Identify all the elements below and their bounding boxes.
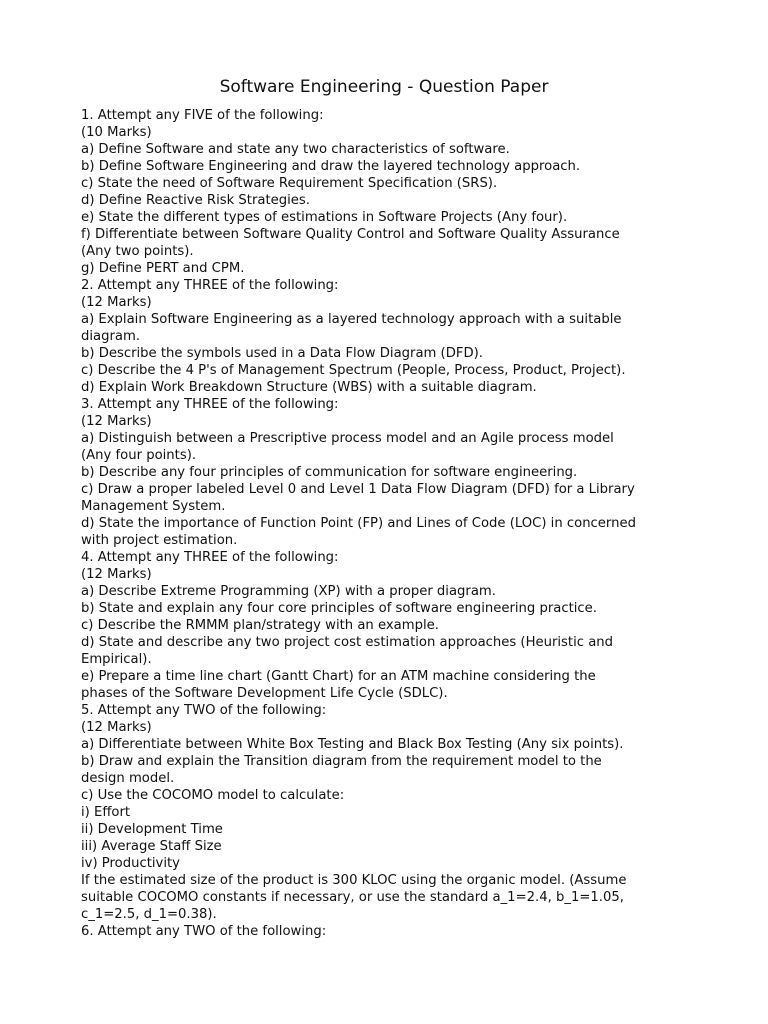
text-line: (12 Marks) xyxy=(81,567,152,582)
text-line: b) Define Software Engineering and draw the layered technology approach. xyxy=(81,159,581,174)
text-line: c) State the need of Software Requirement Specification (SRS). xyxy=(81,176,498,191)
text-line: e) Prepare a time line chart (Gantt Chart) for an ATM machine considering the xyxy=(81,669,596,684)
text-line: (12 Marks) xyxy=(81,720,152,735)
text-line: suitable COCOMO constants if necessary, or use the standard a_1=2.4, b_1=1.05, xyxy=(81,890,624,905)
text-line: c) Use the COCOMO model to calculate: xyxy=(81,788,345,803)
text-line: c_1=2.5, d_1=0.38). xyxy=(81,907,217,922)
text-line: g) Define PERT and CPM. xyxy=(81,261,245,276)
question-list xyxy=(81,107,691,940)
text-line: Management System. xyxy=(81,499,226,514)
text-line: b) Draw and explain the Transition diagram from the requirement model to the xyxy=(81,754,602,769)
text-line: e) State the different types of estimations in Software Projects (Any four). xyxy=(81,210,568,225)
text-line: a) Differentiate between White Box Testing and Black Box Testing (Any six points). xyxy=(81,737,624,752)
text-line: Empirical). xyxy=(81,652,152,667)
text-line: iv) Productivity xyxy=(81,856,180,871)
text-line: (12 Marks) xyxy=(81,414,152,429)
text-line: f) Differentiate between Software Quality Control and Software Quality Assurance xyxy=(81,227,620,242)
text-line: 5. Attempt any TWO of the following: xyxy=(81,703,327,718)
text-line: ii) Development Time xyxy=(81,822,223,837)
text-line: 6. Attempt any TWO of the following: xyxy=(81,924,327,939)
text-line: d) Explain Work Breakdown Structure (WBS) with a suitable diagram. xyxy=(81,380,537,395)
text-line: c) Describe the RMMM plan/strategy with an example. xyxy=(81,618,439,633)
text-line: with project estimation. xyxy=(81,533,238,548)
text-line: a) Describe Extreme Programming (XP) with a proper diagram. xyxy=(81,584,496,599)
text-line: 2. Attempt any THREE of the following: xyxy=(81,278,339,293)
text-line: 3. Attempt any THREE of the following: xyxy=(81,397,339,412)
text-line: (Any two points). xyxy=(81,244,194,259)
text-line: 4. Attempt any THREE of the following: xyxy=(81,550,339,565)
text-line: phases of the Software Development Life Cycle (SDLC). xyxy=(81,686,448,701)
text-line: If the estimated size of the product is 300 KLOC using the organic model. (Assume xyxy=(81,873,627,888)
text-line: b) Describe any four principles of communication for software engineering. xyxy=(81,465,578,480)
text-line: d) State and describe any two project cost estimation approaches (Heuristic and xyxy=(81,635,614,650)
document-title: Software Engineering - Question Paper xyxy=(219,77,549,97)
text-line: c) Draw a proper labeled Level 0 and Level 1 Data Flow Diagram (DFD) for a Library xyxy=(81,482,635,497)
text-line: 1. Attempt any FIVE of the following: xyxy=(81,108,324,123)
text-line: i) Effort xyxy=(81,805,131,820)
text-line: iii) Average Staff Size xyxy=(81,839,222,854)
text-line: d) Define Reactive Risk Strategies. xyxy=(81,193,310,208)
text-line: c) Describe the 4 P's of Management Spectrum (People, Process, Product, Project). xyxy=(81,363,626,378)
text-line: a) Distinguish between a Prescriptive process model and an Agile process model xyxy=(81,431,614,446)
text-line: a) Explain Software Engineering as a layered technology approach with a suitable xyxy=(81,312,622,327)
text-line: a) Define Software and state any two characteristics of software. xyxy=(81,142,510,157)
text-line: (Any four points). xyxy=(81,448,197,463)
text-line: d) State the importance of Function Point (FP) and Lines of Code (LOC) in concerned xyxy=(81,516,636,531)
text-line: diagram. xyxy=(81,329,141,344)
text-line: b) State and explain any four core principles of software engineering practice. xyxy=(81,601,597,616)
text-line: (10 Marks) xyxy=(81,125,152,140)
text-line: b) Describe the symbols used in a Data Flow Diagram (DFD). xyxy=(81,346,483,361)
text-line: design model. xyxy=(81,771,175,786)
text-line: (12 Marks) xyxy=(81,295,152,310)
